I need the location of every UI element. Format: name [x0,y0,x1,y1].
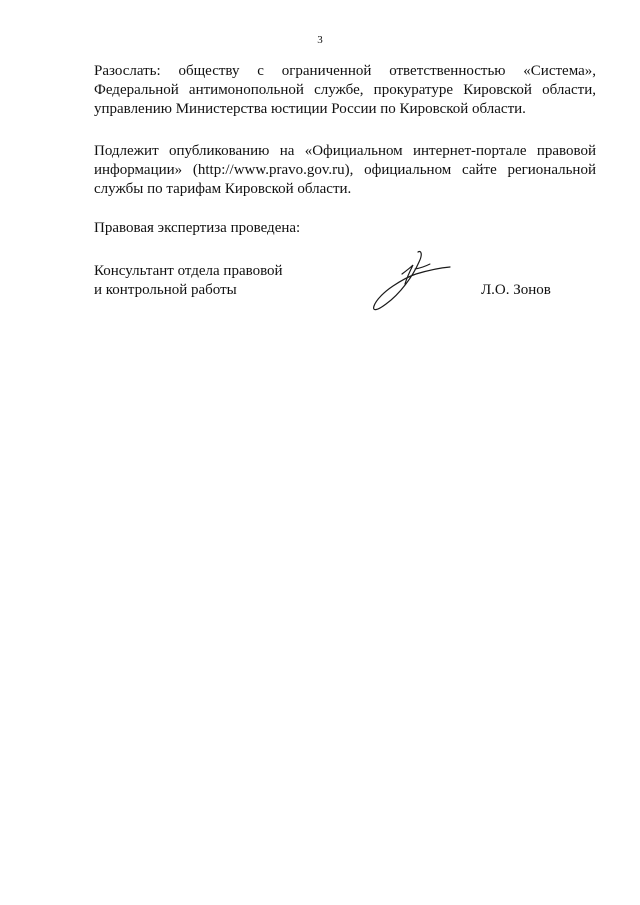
signatory-position-line: Консультант отдела правовой [94,263,283,279]
signatory-name: Л.О. Зонов [481,282,551,298]
page-number: 3 [317,34,323,46]
distribution-line: Разослать: обществу с ограниченной ответственностью «Система», [94,63,596,79]
signatory-position-line: и контрольной работы [94,282,237,298]
publication-line: службы по тарифам Кировской области. [94,181,352,197]
distribution-line: Федеральной антимонопольной службе, прокуратуре Кировской области, [94,82,596,98]
distribution-line: управлению Министерства юстиции России по Кировской области. [94,101,526,117]
legal-expertise-text: Правовая экспертиза проведена: [94,220,301,236]
publication-line: информации» (http://www.pravo.gov.ru), официальном сайте региональной [94,162,596,178]
publication-line: Подлежит опубликованию на «Официальном интернет-портале правовой [94,143,596,159]
publication-paragraph [94,142,596,199]
legal-expertise-note [94,219,596,238]
signature-icon [366,246,456,318]
distribution-paragraph [94,62,596,119]
signatory-position [94,262,283,300]
